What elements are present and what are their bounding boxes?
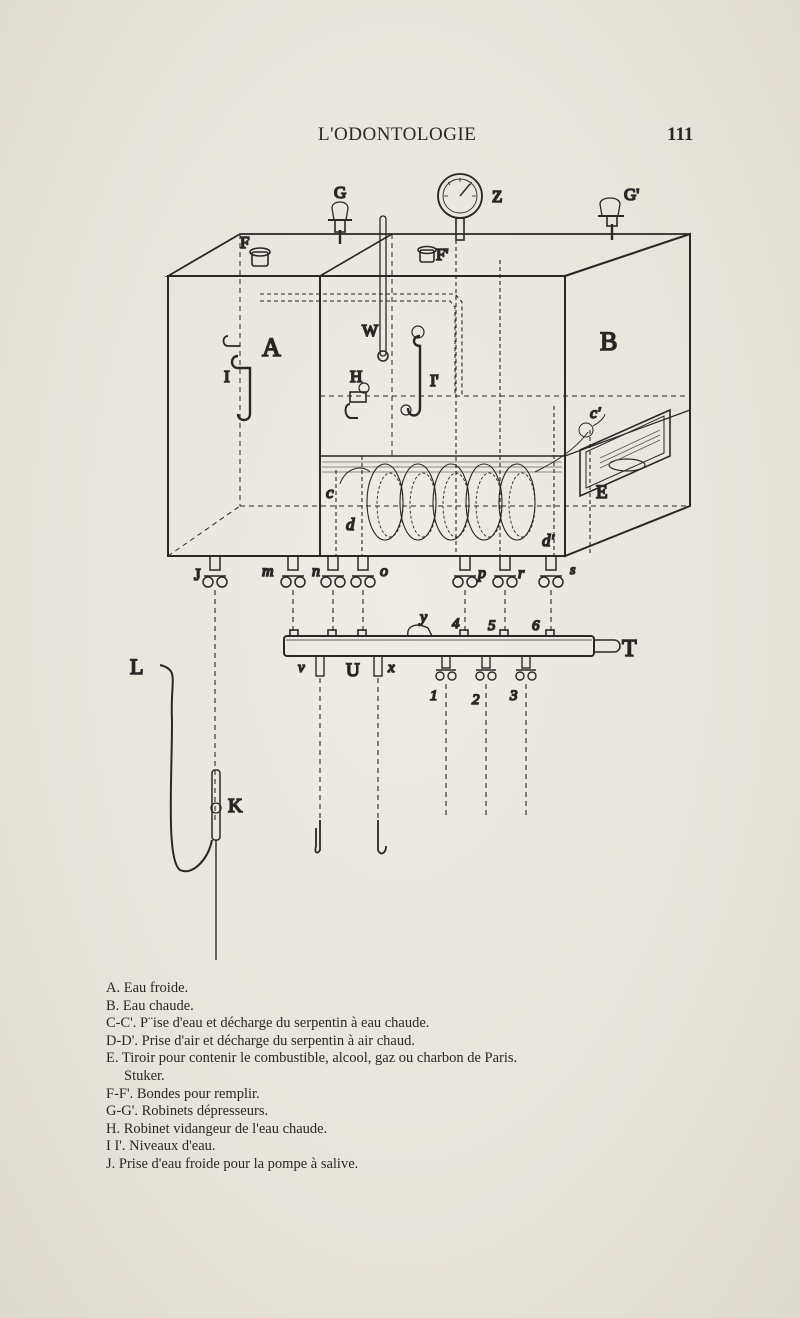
label-3: 3 xyxy=(510,688,518,704)
legend-item-B: B. Eau chaude. xyxy=(106,997,194,1014)
label-J: J xyxy=(194,565,201,584)
apparatus-figure xyxy=(100,160,740,970)
legend-item-J: J. Prise d'eau froide pour la pompe à salive. xyxy=(106,1155,359,1172)
legend-item-I: I I'. Niveaux d'eau. xyxy=(106,1138,216,1155)
legend-item-H: H. Robinet vidangeur de l'eau chaude. xyxy=(106,1120,328,1137)
legend-item-A: A. Eau froide. xyxy=(106,980,189,996)
legend-item-F: F-F'. Bondes pour remplir. xyxy=(106,1085,260,1102)
tap-3 xyxy=(516,656,536,680)
tank-side-face xyxy=(565,234,690,556)
pressure-gauge-Z xyxy=(438,174,482,240)
label-5: 5 xyxy=(488,618,496,634)
label-C2: c' xyxy=(590,405,601,422)
level-gauge-I2 xyxy=(408,336,420,416)
label-C: c xyxy=(326,483,334,502)
label-F: F xyxy=(240,233,250,252)
legend-item-E-continued: Stuker. xyxy=(124,1067,165,1084)
saliva-hose-L xyxy=(160,665,212,871)
label-2: 2 xyxy=(472,692,480,708)
label-4: 4 xyxy=(452,616,460,632)
label-B: B xyxy=(600,327,618,356)
label-m: m xyxy=(262,563,274,580)
tank-front-face xyxy=(168,276,320,556)
label-G2: G' xyxy=(624,185,640,204)
level-gauge-I xyxy=(232,356,250,420)
fill-cap-F xyxy=(252,252,268,266)
label-T: T xyxy=(622,636,637,662)
manifold-T xyxy=(284,630,620,656)
page-number: 111 xyxy=(667,124,694,145)
legend-item-C: C-C'. P¨ise d'eau et décharge du serpentin à eau chaude. xyxy=(106,1015,430,1032)
tap-p xyxy=(453,556,477,587)
label-W: W xyxy=(362,321,379,340)
label-D2: d' xyxy=(542,531,555,550)
label-o: o xyxy=(380,563,388,580)
legend-item-D: D-D'. Prise d'air et décharge du serpentin à air chaud. xyxy=(106,1032,415,1049)
label-6: 6 xyxy=(532,618,540,634)
label-y: y xyxy=(420,609,428,626)
label-H: H xyxy=(350,367,363,386)
tap-1 xyxy=(436,656,456,680)
fill-cap-F2 xyxy=(420,250,434,262)
page-header xyxy=(0,120,800,150)
legend-item-E: E. Tiroir pour contenir le combustible, alcool, gaz ou charbon de Paris. xyxy=(106,1050,518,1067)
tap-s xyxy=(539,556,563,587)
thermometer-W xyxy=(380,216,386,356)
label-n: n xyxy=(312,563,320,580)
running-title: L'ODONTOLOGIE xyxy=(318,124,477,145)
tap-J xyxy=(203,556,227,587)
label-U: U xyxy=(346,660,360,681)
legend-item-G: G-G'. Robinets dépresseurs. xyxy=(106,1103,269,1120)
label-p: p xyxy=(478,565,486,582)
saliva-pump-K xyxy=(212,770,220,840)
label-K: K xyxy=(228,795,243,817)
tank-front-face-right xyxy=(320,276,565,556)
label-Z: Z xyxy=(492,187,503,206)
tap-r xyxy=(493,556,517,587)
tap-o xyxy=(351,556,375,587)
label-v: v xyxy=(298,660,305,676)
label-I: I xyxy=(224,367,230,386)
label-D: d xyxy=(346,515,355,534)
label-x: x xyxy=(388,660,395,676)
label-G: G xyxy=(334,183,347,202)
label-E: E xyxy=(596,482,608,503)
figure-legend xyxy=(106,980,726,1174)
drain-valve-H xyxy=(346,383,370,418)
label-s: s xyxy=(570,563,576,578)
valve-G xyxy=(328,202,352,244)
label-1: 1 xyxy=(430,688,438,704)
label-F2: F' xyxy=(436,245,449,264)
label-A: A xyxy=(262,333,281,362)
label-I2: I' xyxy=(430,371,439,390)
apparatus-illustration xyxy=(100,160,740,970)
tap-2 xyxy=(476,656,496,680)
label-r: r xyxy=(518,565,525,582)
label-L: L xyxy=(130,654,144,679)
